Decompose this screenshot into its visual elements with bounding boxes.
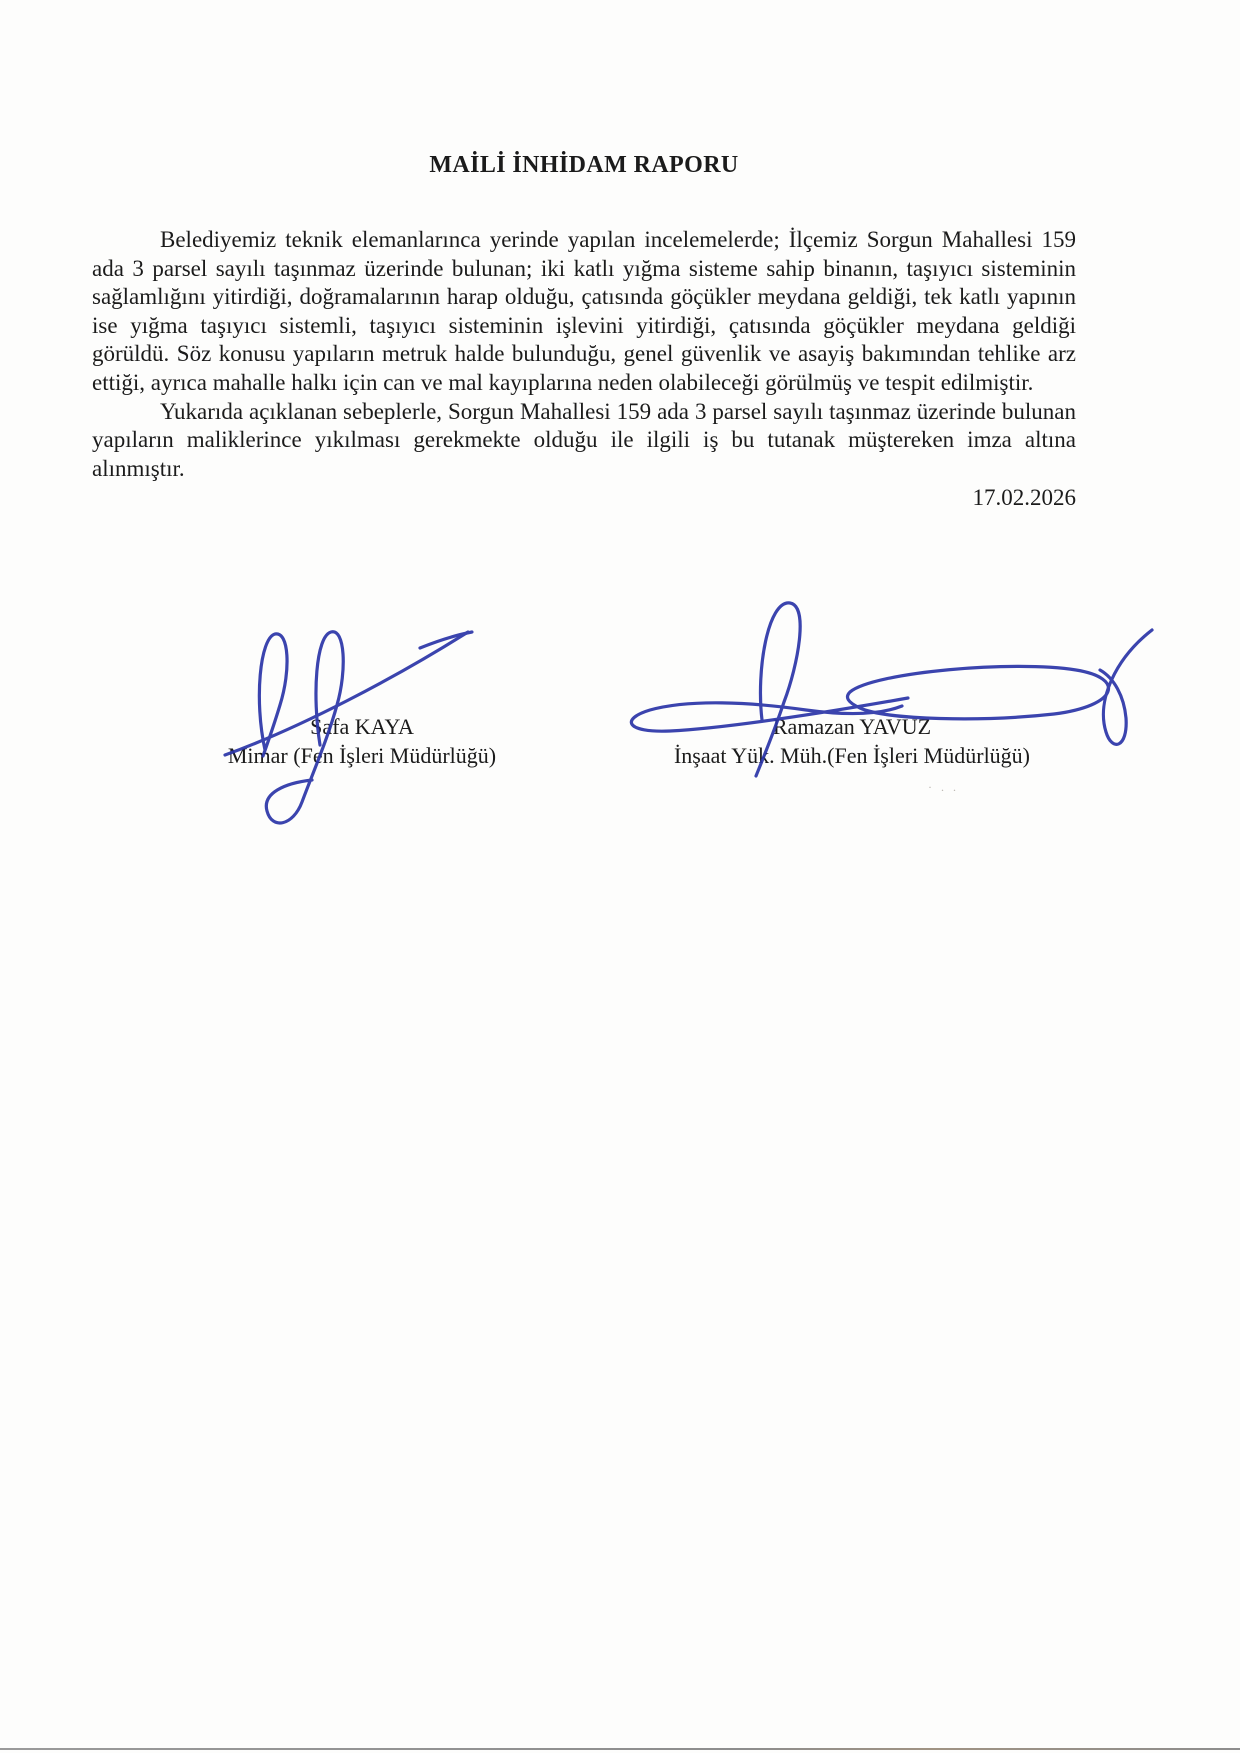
signature-block-left	[162, 712, 562, 770]
report-body	[92, 226, 1076, 513]
scan-speck	[928, 780, 968, 788]
signature-safa-kaya-ink	[420, 632, 472, 648]
signature-block-right	[640, 712, 1064, 770]
report-paragraph-2: Yukarıda açıklanan sebeplerle, Sorgun Mahallesi 159 ada 3 parsel sayılı taşınmaz üzerinde bulunan yapıların maliklerince yıkılması gerekmekte olduğu ile ilgili iş bu tutanak müştereken imza altına alınmıştır.	[92, 398, 1076, 481]
signer-name-right: Ramazan YAVUZ	[772, 714, 932, 739]
signer-title-left: Mimar (Fen İşleri Müdürlüğü)	[227, 743, 497, 768]
signer-name-left: Safa KAYA	[310, 714, 414, 739]
signature-ramazan-yavuz-ink	[847, 666, 1108, 718]
handwritten-signatures-ink	[150, 590, 1200, 830]
report-title: MAİLİ İNHİDAM RAPORU	[429, 152, 739, 178]
scan-edge-line	[0, 1748, 1240, 1750]
signer-title-right: İnşaat Yük. Müh.(Fen İşleri Müdürlüğü)	[673, 743, 1031, 768]
report-date: 17.02.2026	[972, 485, 1076, 511]
report-paragraph-1: Belediyemiz teknik elemanlarınca yerinde yapılan incelemelerde; İlçemiz Sorgun Mahallesi 159 ada 3 parsel sayılı taşınmaz üzerinde bulunan; iki katlı yığma sisteme sahip binanın, taşıyıcı sisteminin sağlamlığını yitirdiği, doğramalarının harap olduğu, çatısında göçükler meydana geldiği, tek katlı yapının ise yığma taşıyıcı sistemli, taşıyıcı sisteminin işlevini yitirdiği, çatısında göçükler meydana geldiği görüldü. Söz konusu yapıların metruk halde bulunduğu, genel güvenlik ve asayiş bakımından tehlike arz ettiği, ayrıca mahalle halkı için can ve mal kayıplarına neden olabileceği görülmüş ve tespit edilmiştir.	[92, 227, 1076, 395]
signature-ramazan-yavuz-ink	[1100, 630, 1152, 744]
